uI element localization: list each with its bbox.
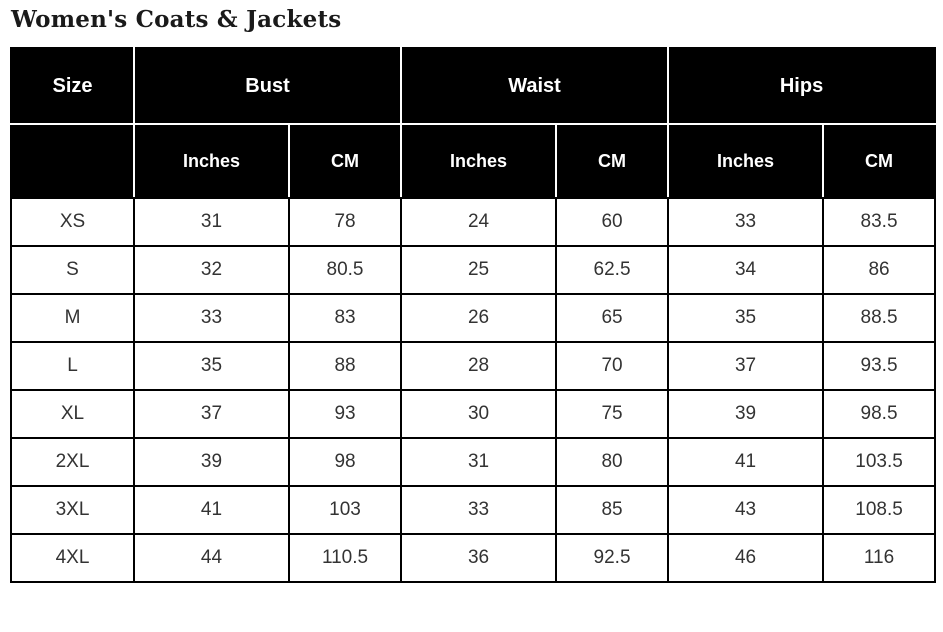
measurement-cell: 30 (401, 390, 556, 438)
measurement-cell: 92.5 (556, 534, 668, 582)
size-cell: 3XL (11, 486, 134, 534)
measurement-cell: 43 (668, 486, 823, 534)
header-waist-cm: CM (556, 124, 668, 198)
measurement-cell: 65 (556, 294, 668, 342)
measurement-cell: 108.5 (823, 486, 935, 534)
measurement-cell: 93 (289, 390, 401, 438)
measurement-cell: 31 (134, 198, 289, 246)
measurement-cell: 25 (401, 246, 556, 294)
measurement-cell: 35 (668, 294, 823, 342)
measurement-cell: 34 (668, 246, 823, 294)
size-cell: 4XL (11, 534, 134, 582)
measurement-cell: 33 (668, 198, 823, 246)
measurement-cell: 85 (556, 486, 668, 534)
measurement-cell: 98.5 (823, 390, 935, 438)
measurement-cell: 80 (556, 438, 668, 486)
measurement-cell: 103 (289, 486, 401, 534)
measurement-cell: 41 (134, 486, 289, 534)
measurement-cell: 37 (668, 342, 823, 390)
table-header (11, 48, 935, 198)
measurement-cell: 62.5 (556, 246, 668, 294)
header-group-row (11, 48, 935, 124)
measurement-cell: 70 (556, 342, 668, 390)
measurement-cell: 78 (289, 198, 401, 246)
table-row (11, 390, 935, 438)
header-size-spacer (11, 124, 134, 198)
measurement-cell: 88 (289, 342, 401, 390)
table-row (11, 342, 935, 390)
header-waist-inches: Inches (401, 124, 556, 198)
measurement-cell: 37 (134, 390, 289, 438)
size-cell: 2XL (11, 438, 134, 486)
measurement-cell: 46 (668, 534, 823, 582)
header-unit-row (11, 124, 935, 198)
measurement-cell: 103.5 (823, 438, 935, 486)
header-hips: Hips (668, 48, 935, 124)
measurement-cell: 80.5 (289, 246, 401, 294)
measurement-cell: 26 (401, 294, 556, 342)
table-row (11, 198, 935, 246)
measurement-cell: 44 (134, 534, 289, 582)
measurement-cell: 36 (401, 534, 556, 582)
header-bust-cm: CM (289, 124, 401, 198)
measurement-cell: 60 (556, 198, 668, 246)
measurement-cell: 75 (556, 390, 668, 438)
measurement-cell: 24 (401, 198, 556, 246)
measurement-cell: 93.5 (823, 342, 935, 390)
measurement-cell: 83 (289, 294, 401, 342)
measurement-cell: 116 (823, 534, 935, 582)
table-body (11, 198, 935, 582)
header-bust: Bust (134, 48, 401, 124)
measurement-cell: 39 (668, 390, 823, 438)
measurement-cell: 88.5 (823, 294, 935, 342)
size-cell: L (11, 342, 134, 390)
measurement-cell: 86 (823, 246, 935, 294)
measurement-cell: 33 (401, 486, 556, 534)
header-waist: Waist (401, 48, 668, 124)
page-title: Women's Coats & Jackets (11, 6, 342, 33)
measurement-cell: 110.5 (289, 534, 401, 582)
measurement-cell: 98 (289, 438, 401, 486)
measurement-cell: 28 (401, 342, 556, 390)
size-cell: XS (11, 198, 134, 246)
header-hips-inches: Inches (668, 124, 823, 198)
size-cell: S (11, 246, 134, 294)
header-hips-cm: CM (823, 124, 935, 198)
table-row (11, 246, 935, 294)
measurement-cell: 39 (134, 438, 289, 486)
measurement-cell: 35 (134, 342, 289, 390)
measurement-cell: 41 (668, 438, 823, 486)
table-row (11, 486, 935, 534)
table-row (11, 438, 935, 486)
header-bust-inches: Inches (134, 124, 289, 198)
header-size: Size (11, 48, 134, 124)
table-row (11, 534, 935, 582)
table-row (11, 294, 935, 342)
size-cell: XL (11, 390, 134, 438)
measurement-cell: 33 (134, 294, 289, 342)
size-chart-table (10, 47, 936, 583)
measurement-cell: 31 (401, 438, 556, 486)
size-cell: M (11, 294, 134, 342)
measurement-cell: 83.5 (823, 198, 935, 246)
measurement-cell: 32 (134, 246, 289, 294)
